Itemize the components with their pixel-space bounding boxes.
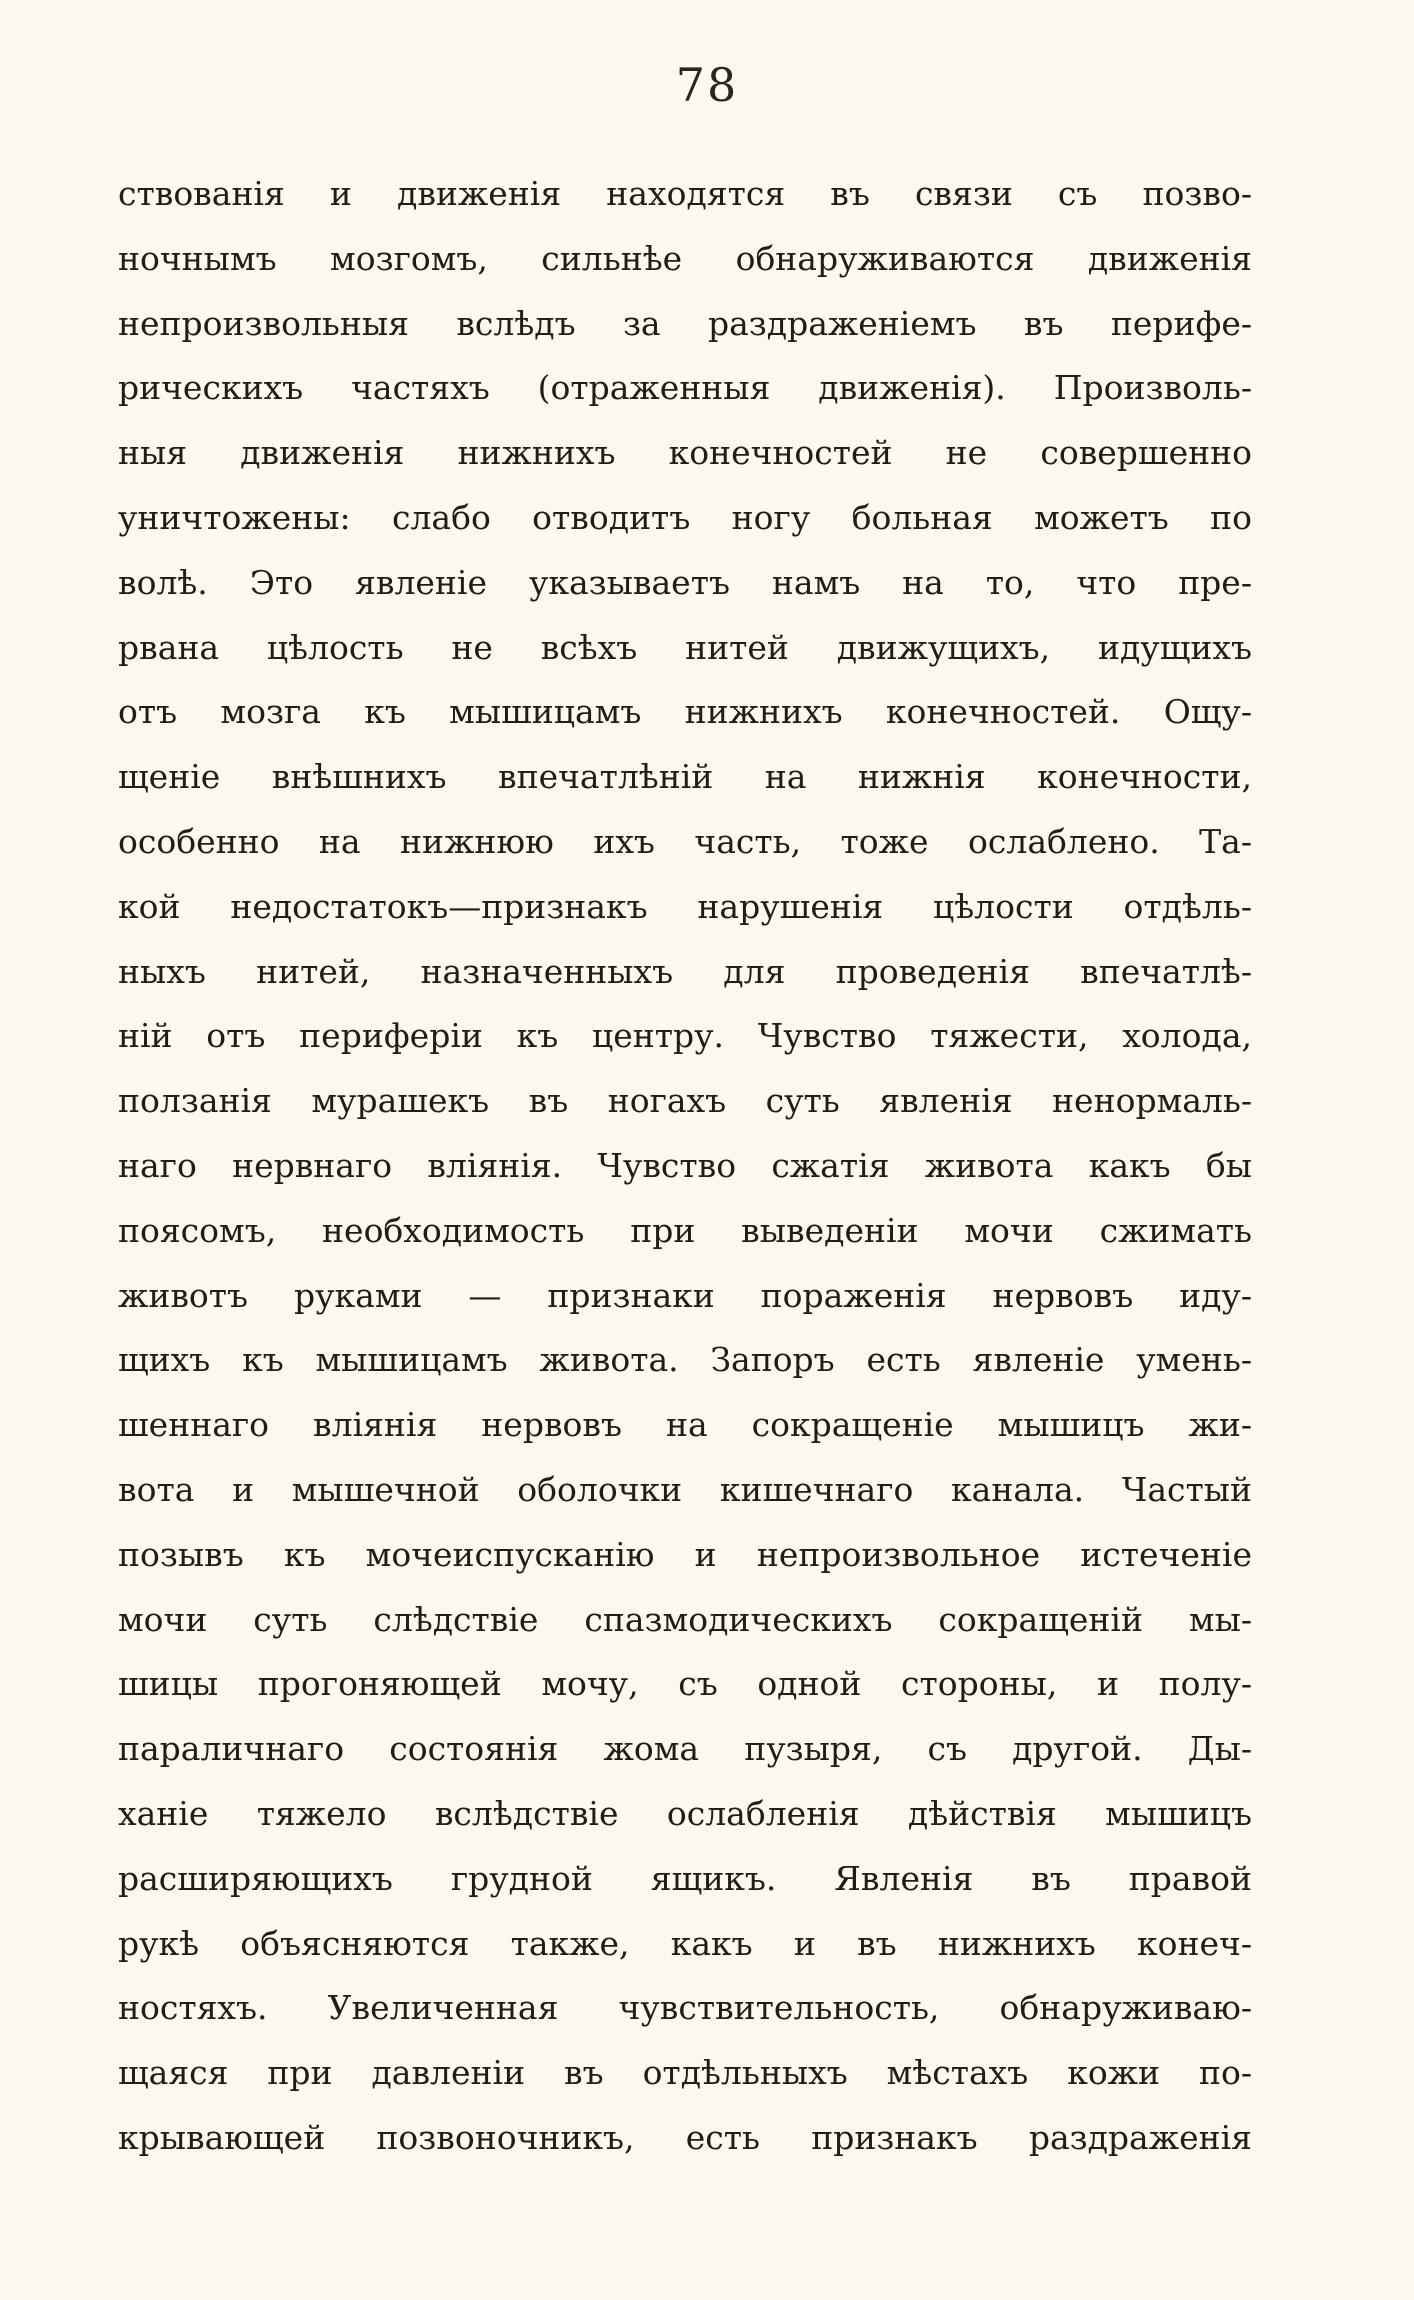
text-line: ній отъ периферіи къ центру. Чувство тяжести, холода, (118, 1016, 1252, 1056)
text-line: щеніе внѣшнихъ впечатлѣній на нижнія конечности, (118, 757, 1252, 797)
text-line: ствованія и движенія находятся въ связи съ позво- (118, 174, 1252, 213)
text-line: крывающей позвоночникъ, есть признакъ раздраженія (118, 2117, 1252, 2157)
text-line: мочи суть слѣдствіе спазмодическихъ сокращеній мы- (118, 1599, 1252, 1639)
text-line: отъ мозга къ мышицамъ нижнихъ конечностей. Ощу- (118, 692, 1252, 732)
text-line: кой недостатокъ—признакъ нарушенія цѣлости отдѣль- (118, 886, 1252, 926)
text-line: ночнымъ мозгомъ, сильнѣе обнаруживаются движенія (118, 238, 1252, 278)
page-number: 78 (675, 58, 739, 112)
text-line: особенно на нижнюю ихъ часть, тоже ослаблено. Та- (118, 821, 1252, 861)
text-line: ползанія мурашекъ въ ногахъ суть явленія ненормаль- (118, 1081, 1252, 1121)
text-line: щаяся при давленіи въ отдѣльныхъ мѣстахъ кожи по- (118, 2053, 1252, 2093)
body-text (118, 162, 1252, 2171)
text-line: позывъ къ мочеиспусканію и непроизвольное истеченіе (118, 1534, 1252, 1574)
text-line: вота и мышечной оболочки кишечнаго канала. Частый (118, 1469, 1252, 1509)
text-line: рвана цѣлость не всѣхъ нитей движущихъ, идущихъ (118, 627, 1252, 667)
text-line: рукѣ объясняются также, какъ и въ нижнихъ конеч- (118, 1923, 1252, 1963)
text-line: расширяющихъ грудной ящикъ. Явленія въ правой (118, 1858, 1252, 1898)
text-line: шицы прогоняющей мочу, съ одной стороны, и полу- (118, 1664, 1252, 1704)
text-line: ныя движенія нижнихъ конечностей не совершенно (118, 433, 1252, 473)
text-line: щихъ къ мышицамъ живота. Запоръ есть явленіе умень- (118, 1340, 1252, 1380)
text-line: ностяхъ. Увеличенная чувствительность, обнаруживаю- (118, 1988, 1252, 2028)
text-line: уничтожены: слабо отводитъ ногу больная можетъ по (118, 497, 1252, 537)
text-line: ныхъ нитей, назначенныхъ для проведенія впечатлѣ- (118, 951, 1252, 991)
text-line: наго нервнаго вліянія. Чувство сжатія живота какъ бы (118, 1145, 1252, 1185)
text-line: животъ руками — признаки пораженія нервовъ иду- (118, 1275, 1252, 1315)
text-line: непроизвольныя вслѣдъ за раздраженіемъ въ перифе- (118, 303, 1252, 343)
text-line: параличнаго состоянія жома пузыря, съ другой. Ды- (118, 1729, 1252, 1769)
text-line: рическихъ частяхъ (отраженныя движенія). Произволь- (118, 368, 1252, 408)
text-line: поясомъ, необходимость при выведеніи мочи сжимать (118, 1210, 1252, 1250)
text-line: ханіе тяжело вслѣдствіе ослабленія дѣйствія мышицъ (118, 1793, 1252, 1833)
text-line: шеннаго вліянія нервовъ на сокращеніе мышицъ жи- (118, 1405, 1252, 1445)
text-line: волѣ. Это явленіе указываетъ намъ на то, что пре- (118, 562, 1252, 602)
